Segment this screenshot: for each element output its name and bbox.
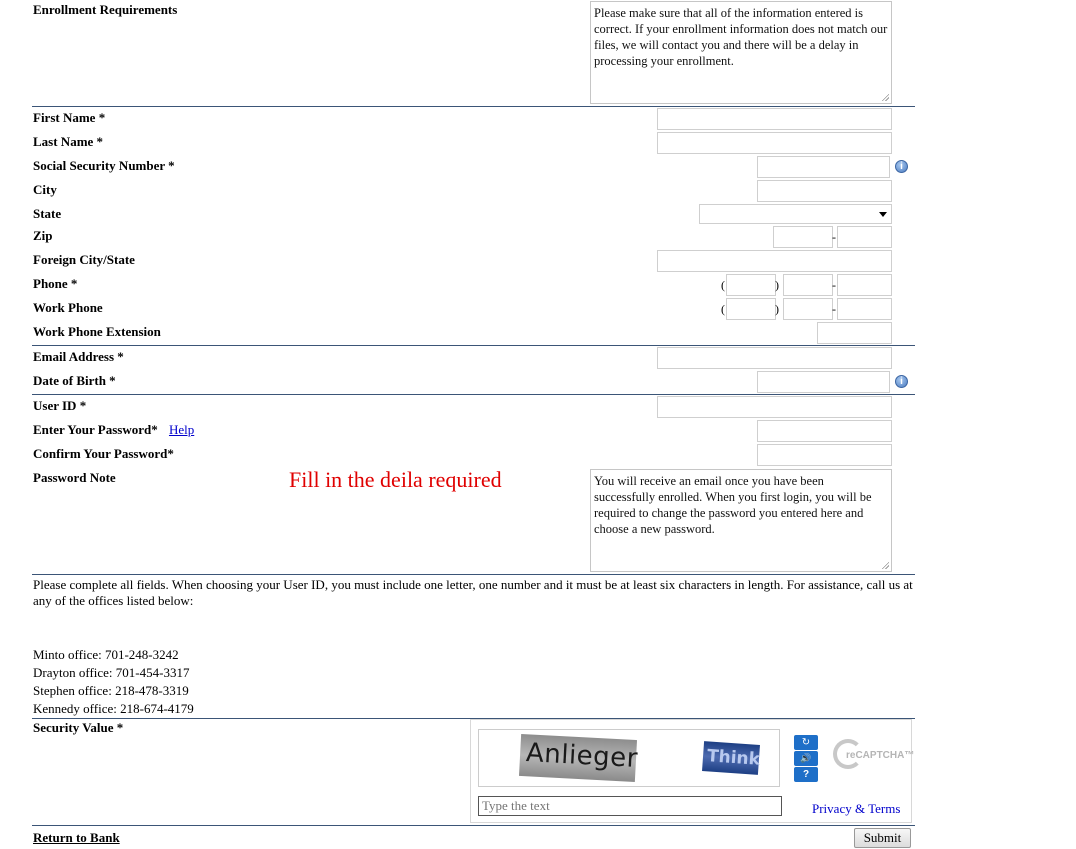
dob-input[interactable] xyxy=(757,371,890,393)
phone-paren-open: ( xyxy=(721,278,725,292)
phone-label: Phone * xyxy=(33,276,78,291)
captcha-response-input[interactable] xyxy=(478,796,782,816)
refresh-icon[interactable]: ↻ xyxy=(794,735,818,750)
office-item: Minto office: 701-248-3242 xyxy=(33,647,179,662)
resize-grip-icon[interactable] xyxy=(881,93,889,101)
confirm-password-label: Confirm Your Password* xyxy=(33,446,174,461)
work-phone-line-input[interactable] xyxy=(837,298,892,320)
last-name-input[interactable] xyxy=(657,132,892,154)
password-note-label: Password Note xyxy=(33,470,116,485)
password-help-link[interactable]: Help xyxy=(168,422,195,437)
password-label-text: Enter Your Password* xyxy=(33,422,158,437)
foreign-city-state-label: Foreign City/State xyxy=(33,252,135,267)
email-label: Email Address * xyxy=(33,349,124,364)
ssn-input[interactable] xyxy=(757,156,890,178)
work-phone-extension-input[interactable] xyxy=(817,322,892,344)
office-list xyxy=(33,647,194,719)
state-label: State xyxy=(33,206,62,221)
captcha-image xyxy=(478,729,780,787)
submit-button[interactable]: Submit xyxy=(854,828,911,848)
first-name-label: First Name * xyxy=(33,110,106,125)
resize-grip-icon[interactable] xyxy=(881,561,889,569)
work-phone-extension-label: Work Phone Extension xyxy=(33,324,161,339)
city-input[interactable] xyxy=(757,180,892,202)
password-note-text: You will receive an email once you have been successfully enrolled. When you first login, you will be required to change the password you entered here and choose a new password. xyxy=(594,474,872,536)
zip-dash: - xyxy=(832,230,836,244)
zip-input[interactable] xyxy=(773,226,833,248)
work-phone-dash: - xyxy=(832,302,836,316)
state-select[interactable] xyxy=(699,204,892,224)
phone-paren-close: ) xyxy=(775,278,779,292)
ssn-label: Social Security Number * xyxy=(33,158,175,173)
zip-label: Zip xyxy=(33,228,53,243)
first-name-input[interactable] xyxy=(657,108,892,130)
phone-line-input[interactable] xyxy=(837,274,892,296)
phone-prefix-input[interactable] xyxy=(783,274,833,296)
phone-area-code-input[interactable] xyxy=(726,274,776,296)
work-phone-label: Work Phone xyxy=(33,300,103,315)
chevron-down-icon xyxy=(879,212,887,217)
password-input[interactable] xyxy=(757,420,892,442)
enrollment-note-text: Please make sure that all of the information entered is correct. If your enrollment information does not match our files, we will contact you and there will be a delay in processing your enrollment. xyxy=(594,6,888,68)
office-item: Kennedy office: 218-674-4179 xyxy=(33,701,194,716)
section-divider xyxy=(32,825,915,826)
office-item: Stephen office: 218-478-3319 xyxy=(33,683,189,698)
captcha-word-1: Anlieger xyxy=(525,738,639,774)
fill-in-overlay-text: Fill in the deila required xyxy=(289,467,502,492)
city-label: City xyxy=(33,182,57,197)
confirm-password-input[interactable] xyxy=(757,444,892,466)
user-id-input[interactable] xyxy=(657,396,892,418)
work-phone-area-code-input[interactable] xyxy=(726,298,776,320)
zip-extension-input[interactable] xyxy=(837,226,892,248)
enrollment-note-textarea[interactable] xyxy=(590,1,892,104)
password-note-textarea[interactable] xyxy=(590,469,892,572)
dob-label: Date of Birth * xyxy=(33,373,116,388)
password-label xyxy=(33,422,194,438)
return-to-bank-link[interactable]: Return to Bank xyxy=(33,830,120,845)
work-phone-prefix-input[interactable] xyxy=(783,298,833,320)
dob-info-icon[interactable]: i xyxy=(895,375,908,388)
user-id-label: User ID * xyxy=(33,398,87,413)
phone-dash: - xyxy=(832,278,836,292)
recaptcha-brand: reCAPTCHA™ xyxy=(846,750,915,761)
section-divider xyxy=(32,345,915,346)
security-value-label: Security Value * xyxy=(33,720,124,735)
section-divider xyxy=(32,394,915,395)
work-phone-paren-open: ( xyxy=(721,302,725,316)
email-input[interactable] xyxy=(657,347,892,369)
privacy-terms-link[interactable]: Privacy & Terms xyxy=(812,801,901,816)
enrollment-requirements-label: Enrollment Requirements xyxy=(33,2,178,17)
work-phone-paren-close: ) xyxy=(775,302,779,316)
audio-icon[interactable]: 🔊 xyxy=(794,751,818,766)
foreign-city-state-input[interactable] xyxy=(657,250,892,272)
captcha-word-2: Think xyxy=(706,746,761,770)
help-icon[interactable]: ? xyxy=(794,767,818,782)
instructions-text: Please complete all fields. When choosing your User ID, you must include one letter, one number and it must be at least six characters in length. For assistance, call us at any of the offices listed below: xyxy=(33,577,913,608)
section-divider xyxy=(32,106,915,107)
section-divider xyxy=(32,574,915,575)
office-item: Drayton office: 701-454-3317 xyxy=(33,665,190,680)
last-name-label: Last Name * xyxy=(33,134,104,149)
ssn-info-icon[interactable]: i xyxy=(895,160,908,173)
